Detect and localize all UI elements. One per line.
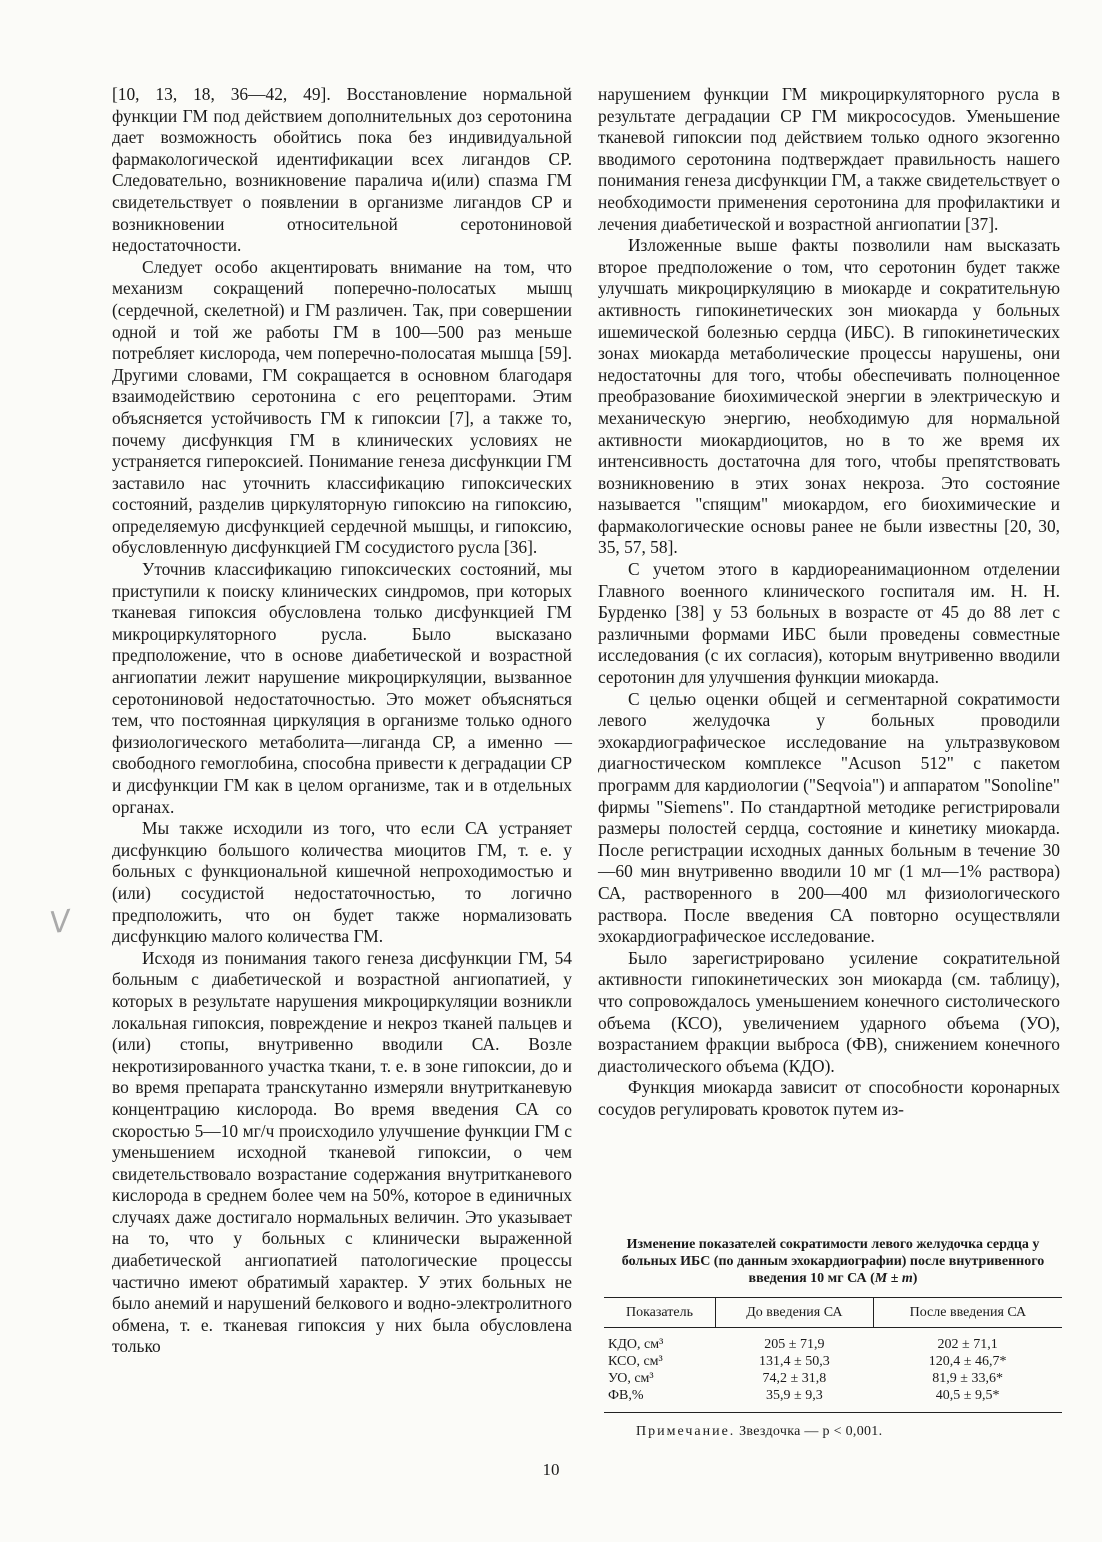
paragraph: Было зарегистрировано усиление сократительной активности гипокинетических зон миокарда (см. таблицу), что сопровождалось уменьшением конечного систолического объема (КСО), увеличением ударного объема (УО), возрастанием фракции выброса (ФВ), снижением конечного диастолического объема (КДО). <box>598 947 1060 1076</box>
table-cell-label: УО, см³ <box>608 1371 654 1386</box>
table-cell-before: 131,4 ± 50,3 <box>759 1354 830 1369</box>
table-header: После введения СА <box>873 1298 1062 1328</box>
table-note <box>636 1424 882 1440</box>
table-cell-after: 120,4 ± 46,7* <box>928 1354 1007 1369</box>
paragraph: С учетом этого в кардиореанимационном отделении Главного военного клинического госпиталя им. Н. Н. Бурденко [38] у 53 больных в возрасте от 45 до 88 лет с различными формами ИБС были проведены совместные исследования (с их согласия), которым внутривенно вводили серотонин для улучшения функции миокарда. <box>598 559 1060 688</box>
data-table <box>604 1297 1062 1413</box>
paragraph: Функция миокарда зависит от способности коронарных сосудов регулировать кровоток путем из- <box>598 1077 1060 1119</box>
table-row <box>604 1387 1062 1413</box>
table-title <box>604 1236 1062 1287</box>
paragraph: Изложенные выше факты позволили нам высказать второе предположение о том, что серотонин будет также улучшать микроциркуляцию в миокарде и сократительную активность гипокинетических зон миокарда у больных ишемической болезнью сердца (ИБС). В гипокинетических зонах миокарда метаболические процессы нарушены, они недостаточны для того, чтобы обеспечивать полноценное преобразование биохимической энергии в электрическую и механическую энергию, необходимую для нормальной активности миокардиоцитов, но в то же время их интенсивность достаточна для того, чтобы препятствовать возникновению в этих зонах некроза. Это состояние называется "спящим" миокардом, его биохимические и фармакологические основы ранее не были известны [20, 30, 35, 57, 58]. <box>598 235 1060 558</box>
paragraph: [10, 13, 18, 36—42, 49]. Восстановление нормальной функции ГМ под действием дополнительных доз серотонина дает возможность обойтись пока без индивидуальной фармакологической идентификации всех лигандов СР. Следовательно, возникновение паралича и(или) спазма ГМ свидетельствует о появлении в организме лигандов СР и возникновении относительной серотониновой недостаточности. <box>112 84 572 256</box>
table-title-text: Изменение показателей сократимости левого желудочка сердца у больных ИБС (по данным эхокардиографии) после внутривенного введения 10 мг СА ( <box>621 1237 1045 1286</box>
page-number: 10 <box>542 1460 560 1479</box>
right-column <box>598 84 1060 1121</box>
table-cell-after: 81,9 ± 33,6* <box>932 1371 1003 1386</box>
table-cell-before: 74,2 ± 31,8 <box>762 1371 827 1386</box>
paragraph: Исходя из понимания такого генеза дисфункции ГМ, 54 больным с диабетической и возрастной ангиопатией, у которых в результате нарушения микроциркуляции возникли локальная гипоксия, повреждение и некроз тканей пальцев и (или) стопы, внутривенно вводили СА. Возле некротизированного участка ткани, т. е. в зоне гипоксии, до и во время препарата транскутанно измеряли внутритканевую концентрацию кислорода. Во время введения СА со скоростью 5—10 мг/ч происходило улучшение функции ГМ с уменьшением исходной тканевой гипоксии, о чем свидетельствовало возрастание содержания внутритканевого кислорода в среднем более чем на 50%, которое в единичных случаях даже достигало нормальных величин. Это указывает на то, что у больных с клинически выраженной диабетической ангиопатией патологические процессы частично имеют обратимый характер. У этих больных не было анемий и нарушений белкового и водно-электролитного обмена, т. е. тканевая гипоксия у них была обусловлена только <box>112 947 572 1357</box>
table-header: Показатель <box>604 1298 715 1328</box>
table-block <box>604 1236 1062 1413</box>
table-row <box>604 1328 1062 1354</box>
paragraph: С целью оценки общей и сегментарной сократимости левого желудочка у больных проводили эхокардиографическое исследование на ультразвуковом диагностическом комплексе "Acuson 512" с пакетом программ для кардиологии ("Seqvoia") и аппаратом "Sonoline" фирмы "Siemens". По стандартной методике регистрировали размеры полостей сердца, состояние и кинетику миокарда. После регистрации исходных данных больным в течение 30—60 мин внутривенно вводили 10 мг (1 мл—1% раствора) СА, растворенного в 200—400 мл физиологического раствора. После введения СА повторно осуществляли эхокардиографическое исследование. <box>598 688 1060 947</box>
table-cell-label: КСО, см³ <box>608 1354 663 1369</box>
table-cell-label: КДО, см³ <box>608 1337 664 1352</box>
table-cell-label: ФВ,% <box>604 1387 715 1413</box>
table-row <box>604 1353 1062 1370</box>
table-title-end: ) <box>912 1271 918 1286</box>
handwritten-margin-mark: V <box>47 903 73 942</box>
table-cell-before: 205 ± 71,9 <box>764 1337 825 1352</box>
table-header: До введения СА <box>715 1298 873 1328</box>
paragraph: нарушением функции ГМ микроциркуляторного русла в результате деградации СР ГМ микрососудов. Уменьшение тканевой гипоксии под действием только одного экзогенно вводимого серотонина подтверждает правильность нашего понимания генеза дисфункции ГМ, а также свидетельствует о необходимости применения серотонина для профилактики и лечения диабетической и возрастной ангиопатии [37]. <box>598 84 1060 234</box>
table-cell-after: 202 ± 71,1 <box>937 1337 998 1352</box>
table-note-label: Примечание. <box>636 1424 736 1439</box>
table-note-text: Звездочка — p < 0,001. <box>739 1424 883 1439</box>
table-title-math: M ± m <box>874 1271 913 1286</box>
paragraph: Мы также исходили из того, что если СА устраняет дисфункцию большого количества миоцитов ГМ, т. е. у больных с функциональной кишечной непроходимостью и (или) сосудистой недостаточностью, то логично предположить, что он будет также нормализовать дисфункцию малого количества ГМ. <box>112 818 572 947</box>
table-cell-after: 40,5 ± 9,5* <box>873 1387 1062 1413</box>
paragraph: Уточнив классификацию гипоксических состояний, мы приступили к поиску клинических синдромов, при которых тканевая гипоксия обусловлена только дисфункцией ГМ микроциркуляторного русла. Было высказано предположение, что в основе диабетической и возрастной ангиопатии лежит нарушение микроциркуляции, вызванное серотониновой недостаточностью. Это может объясняться тем, что постоянная циркуляция в организме только одного физиологического метаболита—лиганда СР, а именно — свободного гемоглобина, способна привести к деградации СР и дисфункции ГМ как в целом организме, так и в отдельных органах. <box>112 559 572 817</box>
table-row <box>604 1370 1062 1387</box>
table-cell-before: 35,9 ± 9,3 <box>715 1387 873 1413</box>
paragraph: Следует особо акцентировать внимание на том, что механизм сокращений поперечно-полосатых мышц (сердечной, скелетной) и ГМ различен. Так, при совершении одной и той же работы ГМ в 100—500 раз меньше потребляет кислорода, чем поперечно-полосатая мышца [59]. Другими словами, ГМ сокращается в основном благодаря взаимодействию серотонина с его рецепторами. Этим объясняется устойчивость ГМ к гипоксии [7], а также то, почему дисфункция ГМ в клинических условиях не устраняется гипероксией. Понимание генеза дисфункции ГМ заставило нас уточнить классификацию гипоксических состояний, разделив циркуляторную гипоксию на гипоксию, определяемую дисфункцией сердечной мышцы, и гипоксию, обусловленную дисфункцией ГМ сосудистого русла [36]. <box>112 256 572 558</box>
left-column <box>112 84 572 1358</box>
